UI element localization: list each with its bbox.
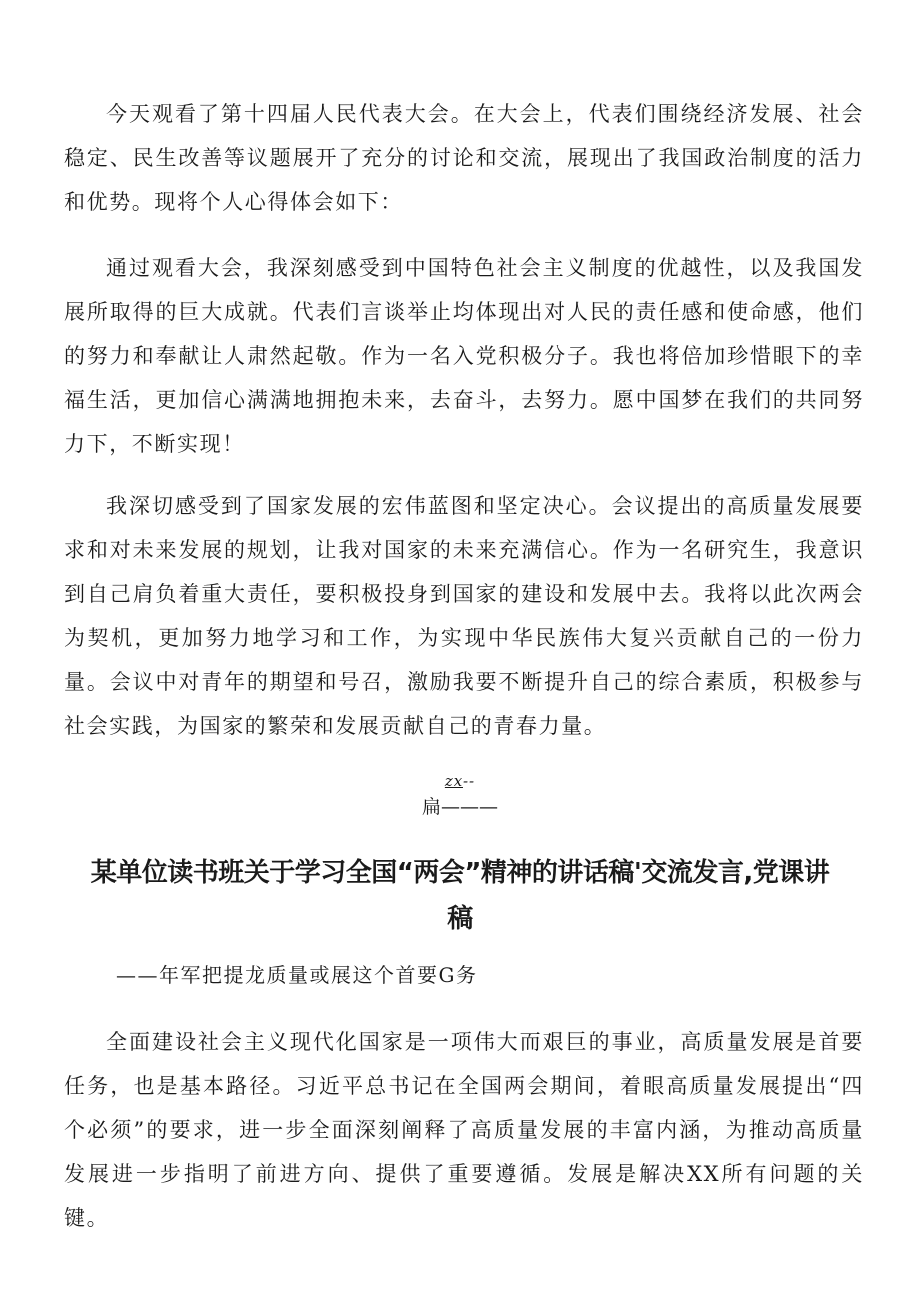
section-separator-top (0, 772, 920, 790)
article-subtitle: ——年军把提龙质量或展这个首要G务 (116, 963, 478, 987)
article-title: 某单位读书班关于学习全国“两会”精神的讲话稿'交流发言,党课讲稿 (90, 858, 830, 934)
paragraph-4: 全面建设社会主义现代化国家是一项伟大而艰巨的事业，高质量发展是首要任务，也是基本路径。习近平总书记在全国两会期间，着眼高质量发展提出“四个必须”的要求，进一步全面深刻阐释了高质量发展的丰富内涵，为推动高质量发展进一步指明了前进方向、提供了重要遵循。发展是解决XX所有问题的关键。 (64, 1030, 864, 1230)
separator-dashes: -- (462, 772, 476, 790)
section-separator-bottom: 扁——— (421, 796, 498, 818)
paragraph-3: 我深切感受到了国家发展的宏伟蓝图和坚定决心。会议提出的高质量发展要求和对未来发展的规划，让我对国家的未来充满信心。作为一名研究生，我意识到自己肩负着重大责任，要积极投身到国家的建设和发展中去。我将以此次两会为契机，更加努力地学习和工作，为实现中华民族伟大复兴贡献自己的一份力量。会议中对青年的期望和号召，激励我要不断提升自己的综合素质，积极参与社会实践，为国家的繁荣和发展贡献自己的青春力量。 (64, 494, 864, 738)
separator-mark: zx (444, 772, 463, 790)
paragraph-2: 通过观看大会，我深刻感受到中国特色社会主义制度的优越性，以及我国发展所取得的巨大成就。代表们言谈举止均体现出对人民的责任感和使命感，他们的努力和奉献让人肃然起敬。作为一名入党积极分子。我也将倍加珍惜眼下的幸福生活，更加信心满满地拥抱未来，去奋斗，去努力。愿中国梦在我们的共同努力下，不断实现！ (64, 256, 864, 456)
paragraph-1: 今天观看了第十四届人民代表大会。在大会上，代表们围绕经济发展、社会稳定、民生改善等议题展开了充分的讨论和交流，展现出了我国政治制度的活力和优势。现将个人心得体会如下： (64, 102, 864, 214)
